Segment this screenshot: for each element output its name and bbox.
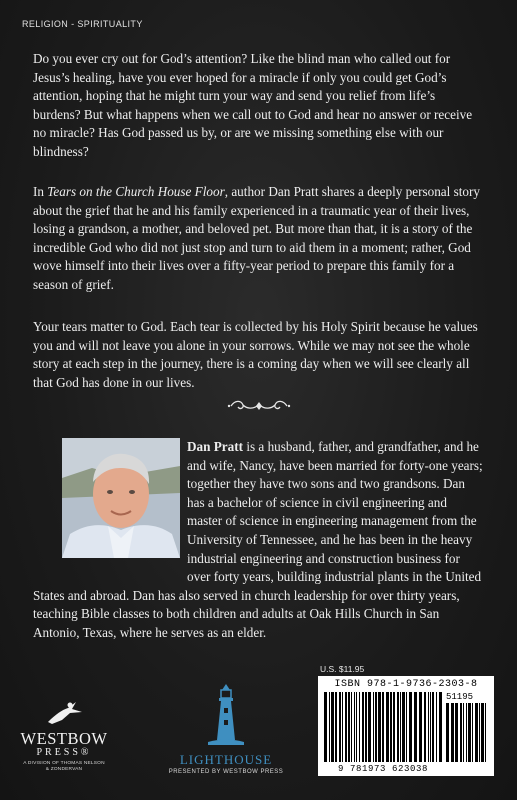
barcode-bar: [463, 703, 464, 762]
lighthouse-imprint-logo: [156, 682, 296, 775]
blurb-paragraph-2: [33, 183, 485, 295]
book-title: Tears on the Church House Floor: [47, 184, 225, 199]
publisher-press: PRESS®: [36, 747, 92, 758]
barcode-bar: [329, 692, 330, 762]
paragraph-2-rest: , author Dan Pratt shares a deeply personal story about the grief that he and his family experienced in a traumatic year of their lives, losing a grandson, a mother, and beloved pet. But more than that, it is a story of the incredible God who did not just stop and turn to aid them in a moment; rather, God wove himself into their lives over a fifty-year period to prepare this family for a season of grief.: [33, 184, 480, 292]
imprint-tagline: PRESENTED BY WESTBOW PRESS: [168, 769, 284, 775]
price-label: U.S. $11.95: [320, 664, 365, 674]
author-bio-text: is a husband, father, and grandfather, and he and wife, Nancy, have been married for forty-one years; together they have two sons and two grandsons. Dan has a bachelor of science in civil engineering and master of science in engineering management from the University of Tennessee, and he has been in the heavy industrial engineering and construction business for over forty years, building industrial plants in the United States and abroad. Dan has also served in church leadership for over thirty years, teaching Bible classes to both children and adults at Oak Hills Church in San Antonio, Texas, where he serves as an elder.: [33, 439, 483, 640]
barcode-bar: [354, 692, 355, 762]
barcode-bar: [382, 692, 384, 762]
isbn-barcode: [318, 676, 494, 776]
barcode-bar: [419, 692, 422, 762]
blurb-paragraph-1: Do you ever cry out for God’s attention? Like the blind man who called out for Jesus’s healing, have you ever hoped for a miracle if only you could get God’s attention, hoping that he might turn your way and send you relief from life’s burdens? But what happens when we call out to God and hear no answer or receive no miracle? Has God passed us by, or are we missing something else with our blindness?: [33, 51, 473, 159]
barcode-bar: [414, 692, 417, 762]
barcode-bar: [375, 692, 377, 762]
barcode-bar: [386, 692, 389, 762]
barcode-bar: [485, 703, 486, 762]
paragraph-2-lead: In: [33, 184, 48, 199]
barcode-bar: [446, 703, 449, 762]
barcode-bar: [390, 692, 392, 762]
addon-barcode-bars: [446, 703, 490, 764]
barcode-bar: [432, 692, 434, 762]
barcode-bar: [472, 703, 473, 762]
barcode-bar: [345, 692, 347, 762]
category-label: RELIGION - SPIRITUALITY: [22, 19, 143, 29]
addon-code: 51195: [446, 692, 474, 702]
barcode-bar: [331, 692, 334, 762]
ornament-divider: [227, 399, 291, 413]
barcode-bar: [466, 703, 467, 762]
imprint-name: LIGHTHOUSE: [179, 752, 273, 767]
barcode-bar: [397, 692, 399, 762]
barcode-bar: [430, 692, 431, 762]
barcode-bar: [351, 692, 352, 762]
barcode-bar: [409, 692, 412, 762]
barcode-bar: [393, 692, 395, 762]
ean-barcode-bars: [324, 692, 444, 764]
author-name: Dan Pratt: [187, 439, 244, 454]
barcode-bar: [481, 703, 484, 762]
lighthouse-icon: [206, 682, 246, 746]
barcode-bar: [365, 692, 367, 762]
ean-digits: 9 781973 623038: [337, 764, 428, 774]
barcode-bar: [475, 703, 478, 762]
barcode-bar: [324, 692, 327, 762]
publisher-division-1: A DIVISION OF THOMAS NELSON: [23, 761, 105, 766]
barcode-bar: [356, 692, 357, 762]
blurb-paragraph-3: Your tears matter to God. Each tear is collected by his Holy Spirit because he values you and will not leave you alone in your sorrows. While we may not see the whole story at each step in the journey, there is a coming day when we will see clearly all that God has done in our lives.: [33, 319, 478, 390]
barcode-bar: [460, 703, 462, 762]
barcode-bar: [479, 703, 480, 762]
barcode-bar: [424, 692, 426, 762]
barcode-bar: [468, 703, 471, 762]
barcode-bar: [335, 692, 337, 762]
barcode-bar: [402, 692, 405, 762]
barcode-bar: [368, 692, 371, 762]
barcode-bar: [378, 692, 381, 762]
barcode-bar: [439, 692, 442, 762]
runner-icon: [42, 700, 86, 726]
barcode-bar: [455, 703, 458, 762]
barcode-bar: [348, 692, 350, 762]
barcode-bar: [436, 692, 437, 762]
publisher-division-2: & ZONDERVAN: [45, 767, 83, 772]
barcode-bar: [342, 692, 343, 762]
barcode-bar: [428, 692, 429, 762]
barcode-bar: [362, 692, 364, 762]
publisher-name: WESTBOW: [20, 729, 108, 748]
barcode-bar: [451, 703, 454, 762]
barcode-bar: [359, 692, 360, 762]
author-bio: [33, 438, 485, 643]
barcode-bar: [373, 692, 374, 762]
barcode-bar: [400, 692, 401, 762]
barcode-bar: [339, 692, 341, 762]
westbow-press-logo: [16, 700, 112, 773]
barcode-bar: [406, 692, 407, 762]
isbn-number: ISBN 978-1-9736-2303-8: [334, 679, 478, 690]
